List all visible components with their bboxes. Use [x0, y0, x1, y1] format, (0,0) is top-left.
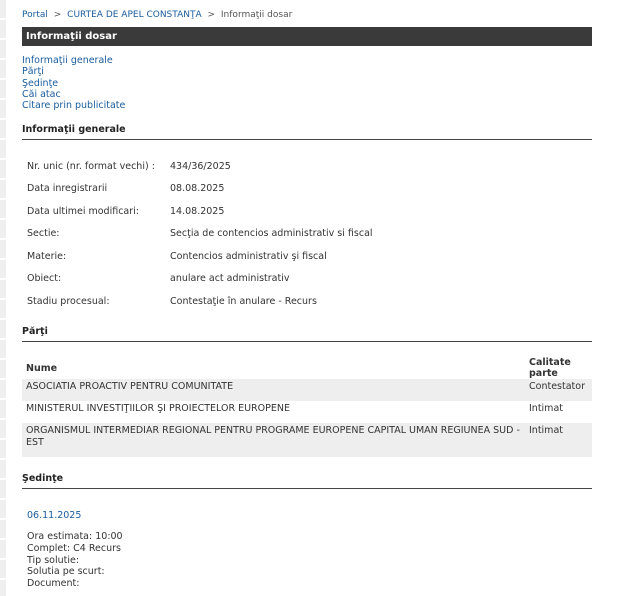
info-label: Data ultimei modificari: — [27, 206, 139, 217]
info-row — [27, 251, 327, 262]
info-label: Nr. unic (nr. format vechi) : — [27, 161, 155, 172]
sedinta-ora: Ora estimata: 10:00 — [27, 531, 123, 542]
info-value: Secţia de contencios administrativ si fiscal — [170, 228, 373, 239]
link-cai-atac[interactable]: Căi atac — [22, 88, 61, 100]
link-sedinte[interactable]: Şedinţe — [22, 77, 59, 89]
page-title: Informaţii dosar — [22, 27, 592, 46]
info-value: Contestaţie în anulare - Recurs — [170, 296, 317, 307]
info-row — [27, 228, 373, 239]
table-header-row — [22, 357, 592, 379]
info-row — [27, 206, 224, 217]
sedinta-document: Document: — [27, 578, 80, 590]
table-row — [22, 423, 592, 457]
info-label: Materie: — [27, 251, 67, 262]
section-links — [22, 55, 125, 111]
info-row — [27, 183, 224, 194]
info-value: anulare act administrativ — [170, 273, 290, 284]
section-title-sedinte: Şedinţe — [22, 473, 592, 489]
link-parti[interactable]: Părţi — [22, 66, 44, 78]
party-role: Intimat — [529, 403, 563, 414]
info-row — [27, 296, 317, 307]
breadcrumb — [22, 10, 292, 20]
info-label: Data inregistrarii — [27, 183, 108, 194]
info-value: 434/36/2025 — [170, 161, 231, 172]
column-header-calitate: Calitate parte — [529, 357, 571, 379]
table-row — [22, 379, 592, 401]
info-value: Contencios administrativ şi fiscal — [170, 251, 327, 262]
breadcrumb-court-link[interactable]: CURTEA DE APEL CONSTANŢA — [67, 10, 202, 20]
party-role: Intimat — [525, 423, 592, 457]
info-row — [27, 273, 289, 284]
sedinta-complet: Complet: C4 Recurs — [27, 542, 121, 554]
breadcrumb-separator: > — [207, 10, 216, 20]
left-decorative-stripe — [0, 0, 6, 596]
info-label: Stadiu procesual: — [27, 296, 110, 307]
party-role: Contestator — [525, 379, 592, 401]
breadcrumb-portal-link[interactable]: Portal — [22, 10, 48, 20]
link-citare-publicitate[interactable]: Citare prin publicitate — [22, 100, 126, 112]
section-title-parti: Părţi — [22, 326, 592, 342]
info-label: Sectie: — [27, 228, 60, 239]
info-row — [27, 161, 231, 172]
info-value: 08.08.2025 — [170, 183, 225, 194]
info-label: Obiect: — [27, 273, 62, 284]
parti-table — [22, 357, 592, 457]
link-informatii-generale[interactable]: Informaţii generale — [22, 55, 113, 66]
sedinta-date: 06.11.2025 — [27, 510, 82, 521]
breadcrumb-separator: > — [53, 10, 62, 20]
party-name: ORGANISMUL INTERMEDIAR REGIONAL PENTRU PROGRAME EUROPENE CAPITAL UMAN REGIUNEA SUD - EST — [22, 423, 525, 457]
table-row — [22, 401, 592, 423]
column-header-nume: Nume — [26, 362, 58, 374]
party-name: MINISTERUL INVESTIŢIILOR ŞI PROIECTELOR EUROPENE — [26, 403, 290, 414]
sedinta-solutia: Solutia pe scurt: — [27, 566, 105, 578]
breadcrumb-current: Informaţii dosar — [220, 10, 293, 20]
party-name: ASOCIATIA PROACTIV PENTRU COMUNITATE — [22, 379, 525, 401]
sedinta-tip-solutie: Tip solutie: — [27, 554, 80, 566]
section-title-general: Informaţii generale — [22, 124, 592, 140]
sedinta-details — [27, 531, 123, 590]
info-value: 14.08.2025 — [170, 206, 225, 217]
